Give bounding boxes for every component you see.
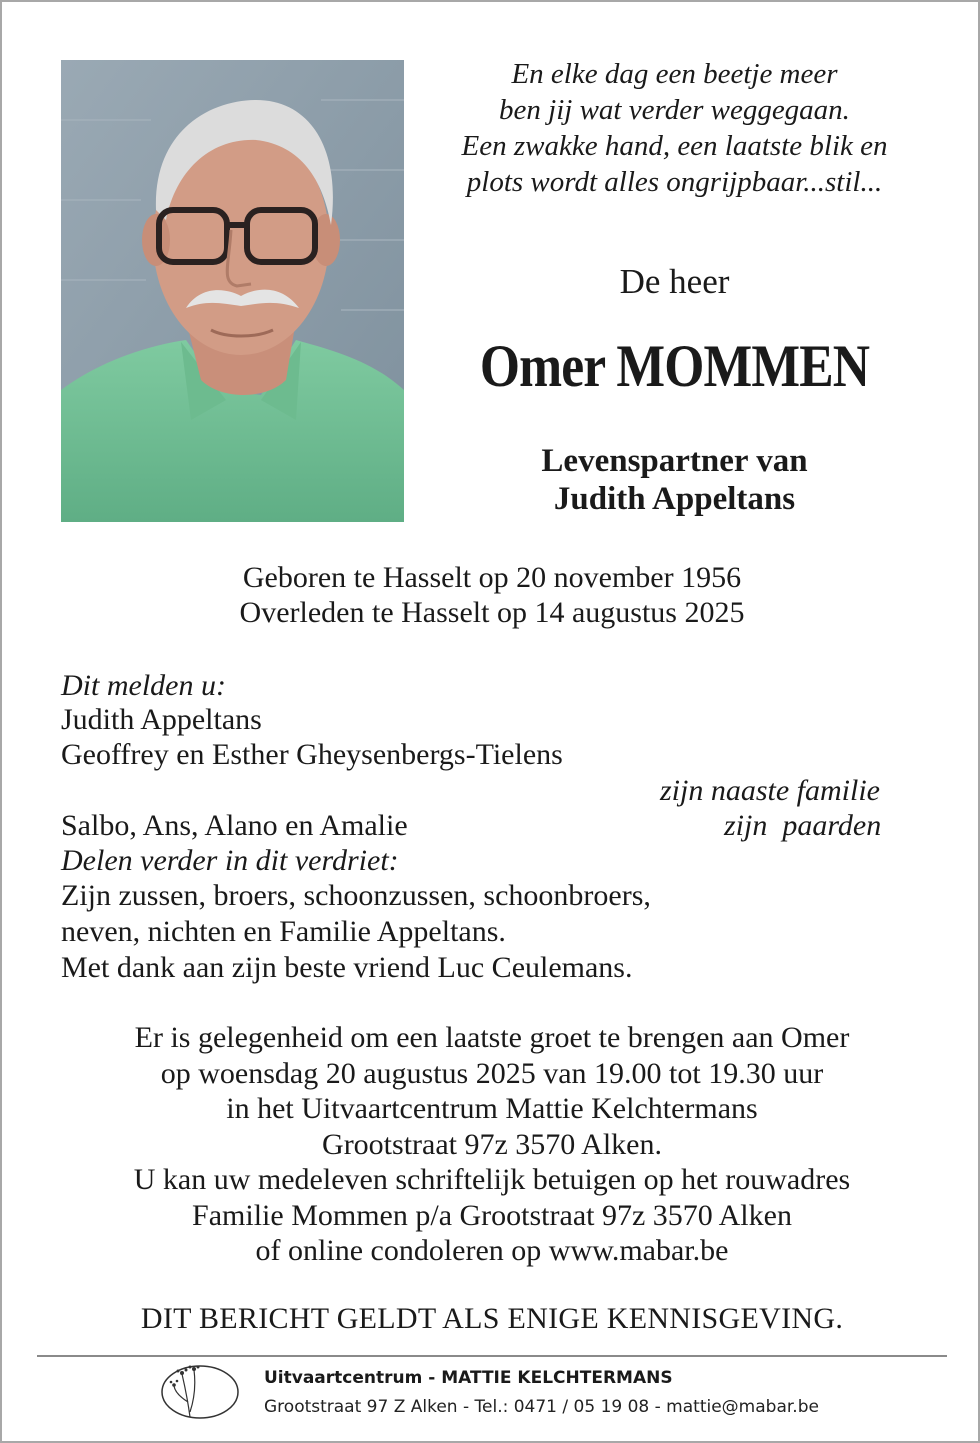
- info-line: of online condoleren op www.mabar.be: [255, 1234, 729, 1267]
- partner-block: [422, 442, 927, 518]
- partner-label: Levenspartner van: [541, 443, 808, 479]
- horses-note: zijn paarden: [724, 809, 882, 842]
- family-member: Judith Appeltans: [61, 703, 262, 736]
- poem-line: plots wordt alles ongrijpbaar...stil...: [466, 166, 883, 198]
- visitation-info: [2, 1020, 980, 1269]
- family-member: Geoffrey en Esther Gheysenbergs-Tielens: [61, 738, 563, 771]
- info-line: op woensdag 20 augustus 2025 van 19.00 tot 19.30 uur: [160, 1056, 824, 1090]
- info-line: U kan uw medeleven schriftelijk betuigen op het rouwadres: [133, 1163, 851, 1196]
- poem: [422, 56, 927, 200]
- funeral-home-name: Uitvaartcentrum - MATTIE KELCHTERMANS: [264, 1368, 673, 1388]
- share-line: Zijn zussen, broers, schoonzussen, schoonbroers,: [61, 879, 651, 912]
- announce-intro: Dit melden u:: [61, 669, 226, 702]
- share-intro: Delen verder in dit verdriet:: [61, 844, 399, 877]
- life-dates: [2, 560, 980, 630]
- info-line: Grootstraat 97z 3570 Alken.: [322, 1127, 662, 1161]
- funeral-home-contact: Grootstraat 97 Z Alken - Tel.: 0471 / 05 19 08 - mattie@mabar.be: [264, 1397, 819, 1417]
- deceased-name: Omer MOMMEN: [479, 333, 870, 399]
- info-line: in het Uitvaartcentrum Mattie Kelchtermans: [226, 1092, 758, 1125]
- poem-line: En elke dag een beetje meer: [511, 58, 838, 90]
- share-line: Met dank aan zijn beste vriend Luc Ceulemans.: [61, 951, 633, 984]
- sole-notice: DIT BERICHT GELDT ALS ENIGE KENNISGEVING.: [140, 1302, 844, 1335]
- salutation: De heer: [619, 262, 730, 301]
- family-note: zijn naaste familie: [660, 774, 880, 807]
- flower-logo-icon: [160, 1362, 240, 1420]
- horses-names: Salbo, Ans, Alano en Amalie: [61, 809, 408, 842]
- death-line: Overleden te Hasselt op 14 augustus 2025: [239, 596, 745, 629]
- info-line: Familie Mommen p/a Grootstraat 97z 3570 Alken: [192, 1198, 792, 1232]
- info-line: Er is gelegenheid om een laatste groet te brengen aan Omer: [134, 1021, 850, 1054]
- footer-divider: [37, 1355, 947, 1357]
- portrait-photo: [61, 60, 404, 522]
- birth-line: Geboren te Hasselt op 20 november 1956: [242, 561, 742, 594]
- partner-name: Judith Appeltans: [553, 481, 796, 517]
- share-line: neven, nichten en Familie Appeltans.: [61, 915, 506, 948]
- poem-line: Een zwakke hand, een laatste blik en: [461, 130, 888, 162]
- poem-line: ben jij wat verder weggegaan.: [499, 94, 850, 126]
